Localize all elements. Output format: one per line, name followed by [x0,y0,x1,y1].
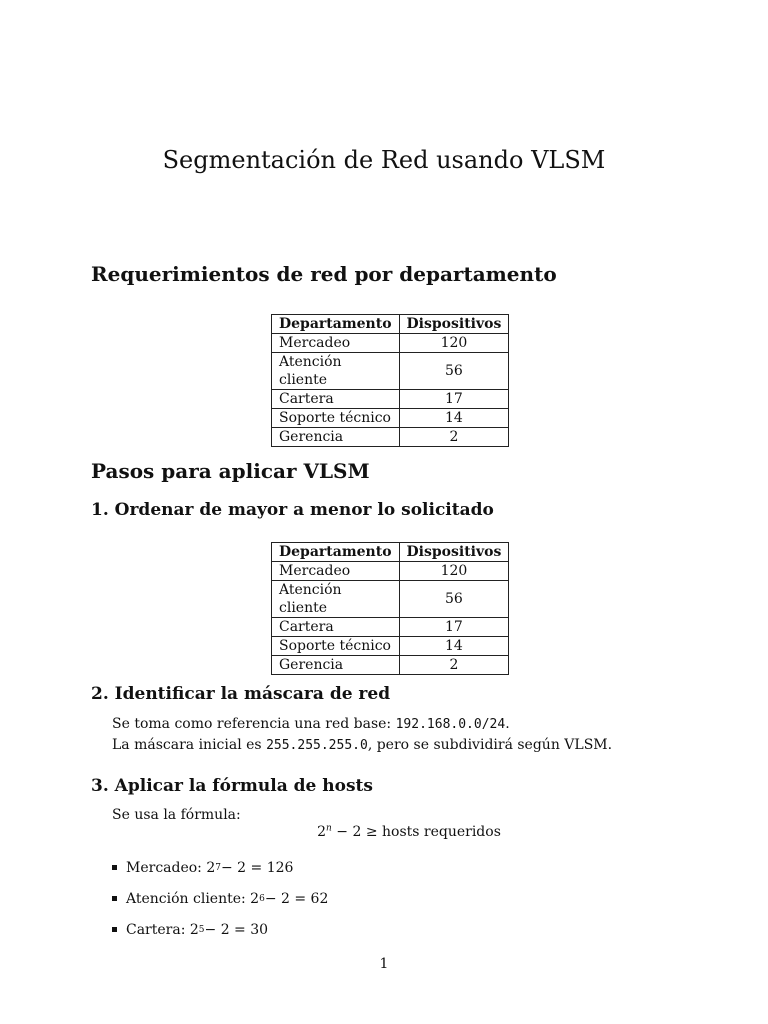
step3-heading: 3. Aplicar la fórmula de hosts [91,776,373,796]
cell-devices: 17 [399,618,509,637]
list-item: Mercadeo: 2 7 − 2 = 126 [112,852,328,883]
document-title: Segmentación de Red usando VLSM [162,146,606,174]
table-row [272,390,509,409]
table-row [272,334,509,353]
bullet-rest: − 2 = 62 [264,890,329,907]
column-header-departamento: Departamento [272,315,400,334]
base-network-address: 192.168.0.0/24 [395,717,506,732]
column-header-departamento: Departamento [272,543,400,562]
list-item: Atención cliente: 2 6 − 2 = 62 [112,883,328,914]
bullet-rest: − 2 = 126 [220,859,294,876]
cell-devices: 56 [399,581,509,618]
section-heading-requerimientos: Requerimientos de red por departamento [91,262,557,286]
initial-mask-suffix: , pero se subdividirá según VLSM. [367,737,613,753]
cell-devices: 120 [399,334,509,353]
base-network-paragraph [112,714,612,756]
bullet-label: Cartera: 2 [126,921,199,938]
formula-rest: − 2 ≥ hosts requeridos [331,824,501,840]
cell-department: Gerencia [272,428,400,447]
cell-devices: 14 [399,637,509,656]
table-row [272,353,509,390]
initial-mask-value: 255.255.255.0 [266,738,368,753]
bullet-square-icon [112,927,117,932]
cell-devices: 2 [399,656,509,675]
cell-department: Atención cliente [272,353,400,390]
cell-department: Gerencia [272,656,400,675]
bullet-label: Mercadeo: 2 [126,859,216,876]
requirements-table [271,314,509,447]
cell-department: Cartera [272,390,400,409]
page-number: 1 [379,956,389,972]
formula-base: 2 [317,824,327,840]
bullet-square-icon [112,865,117,870]
step1-heading: 1. Ordenar de mayor a menor lo solicitado [91,500,494,520]
section-heading-pasos: Pasos para aplicar VLSM [91,459,370,483]
table-row [272,562,509,581]
sorted-requirements-table [271,542,509,675]
table-row [272,409,509,428]
table-row [272,618,509,637]
cell-devices: 2 [399,428,509,447]
cell-devices: 14 [399,409,509,428]
bullet-rest: − 2 = 30 [204,921,269,938]
base-network-text: Se toma como referencia una red base: [112,716,396,732]
base-network-period: . [505,716,510,732]
column-header-dispositivos: Dispositivos [399,315,509,334]
table-header-row [272,543,509,562]
formula-exponent: n [326,823,332,834]
cell-department: Mercadeo [272,334,400,353]
hosts-bullet-list [112,852,328,945]
table-row [272,581,509,618]
cell-devices: 120 [399,562,509,581]
column-header-dispositivos: Dispositivos [399,543,509,562]
bullet-label: Atención cliente: 2 [126,890,260,907]
cell-department: Cartera [272,618,400,637]
table-row [272,637,509,656]
table-row [272,656,509,675]
cell-department: Soporte técnico [272,409,400,428]
table-row [272,428,509,447]
formula-intro: Se usa la fórmula: [112,807,241,823]
initial-mask-text: La máscara inicial es [112,737,267,753]
cell-department: Soporte técnico [272,637,400,656]
hosts-formula [0,824,768,840]
step2-heading: 2. Identificar la máscara de red [91,684,391,704]
bullet-square-icon [112,896,117,901]
cell-department: Atención cliente [272,581,400,618]
table-header-row [272,315,509,334]
cell-devices: 56 [399,353,509,390]
cell-devices: 17 [399,390,509,409]
cell-department: Mercadeo [272,562,400,581]
list-item: Cartera: 2 5 − 2 = 30 [112,914,328,945]
